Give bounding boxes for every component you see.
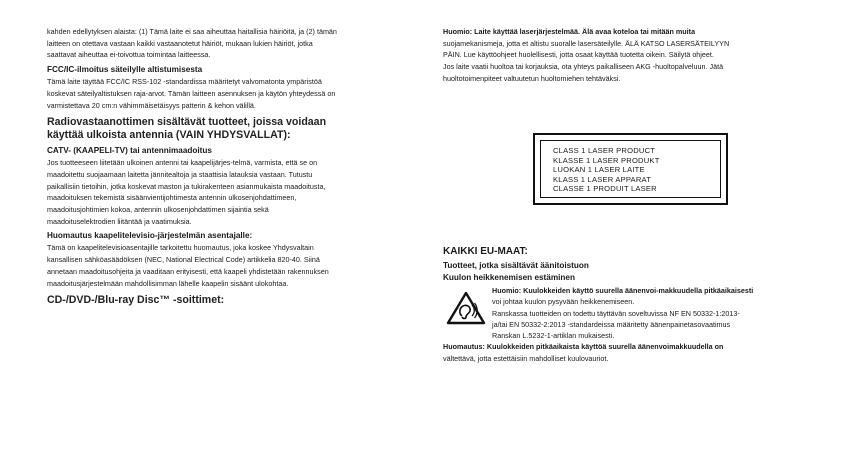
radio-heading-line-1: Radiovastaanottimen sisältävät tuotteet, joissa voidaan [47,116,327,129]
laser-label-line-3: LUOKAN 1 LASER LAITE [553,165,645,175]
audio-heading: Tuotteet, jotka sisältävät äänitoistuon [443,261,589,270]
warning-line-4: ja/tai EN 50332-2:2013 -standardeissa määritetty äänenpainetasovaatimus [492,319,731,329]
installer-heading: Huomautus kaapelitelevisio-järjestelmän asentajalle: [47,231,253,241]
notice-line-2: suojamekanismeja, jotta et altistu suoralle lasersäteilylle. ÄLÄ KATSO LASERSÄTEILYYN [443,38,730,48]
laser-label-line-1: CLASS 1 LASER PRODUCT [553,146,656,155]
installer-line-4: maadoitusjärjestelmään mahdollisimman lähelle kaapelin sisäänt ulokohtaa. [47,278,289,288]
laser-class-label [533,133,728,205]
laser-label-line-5: CLASSE 1 PRODUIT LASER [553,184,657,194]
notice-line-3: PÄIN. Lue käyttöohjeet huolellisesti, jotta osaat käyttää tuotetta oikein. Säilytä ohjeet. [443,50,714,60]
warning-line-2: voi johtaa kuulon pysyvään heikkenemiseen. [492,297,635,307]
left-column [47,26,425,307]
fcc-line-1: Tämä laite täyttää FCC/IC RSS-102 -standardissa määritetyt valvomatonta ympäristöä [47,77,322,87]
right-column [443,26,809,85]
notice-line-1: Huomio: Laite käyttää laserjärjestelmää. Älä avaa koteloa tai mitään muita [443,27,696,36]
catv-heading: CATV- (KAAPELI-TV) tai antennimaadoitus [47,146,212,156]
intro-line-2: laitteen on otettava vastaan kaikki vastaanotetut häiriöt, mukaan lukien häiriöt, jotka [47,38,313,48]
notice-line-4: Jos laite vaatii huoltoa tai korjauksia, ota yhteys paikalliseen AKG -huoltopalveluun. Jätä [443,62,724,72]
catv-line-1: Jos tuotteeseen liitetään ulkoinen antenni tai kaapelijärjes-telmä, varmista, että se on [47,158,318,168]
intro-line-1: kahden edellytyksen alaista: (1) Tämä laite ei saa aiheuttaa haitallisia häiriöitä, ja (2) tämän [47,27,337,36]
catv-line-5: maadoitusjohtimien kokoa, antennin ulkosenjohdattimen sijaintia sekä [47,205,269,215]
laser-label-line-4: KLASS 1 LASER APPARAT [553,174,652,184]
installer-line-2: kansallisen sähköasäädöksen (NEC, National Electrical Code) artikkelia 820-40. Siinä [47,255,320,265]
fcc-line-2: koskevat säteilyaltistuksen raja-arvot. Tämän laitteen asennuksen ja käytön yhteydessä on [47,88,336,98]
hearing-warning-icon [446,291,486,325]
catv-line-6: maadoituselektrodien liitäntää ja vaatimuksia. [47,216,192,226]
disc-heading: CD-/DVD-/Blu-ray Disc™ -soittimet: [47,294,225,307]
laser-label-line-2: KLASSE 1 LASER PRODUKT [553,155,660,165]
radio-heading-line-2: käyttää ulkoista antennia (VAIN YHDYSVALLAT): [47,129,291,142]
fcc-heading: FCC/IC-ilmoitus säteilylle altistumisesta [47,65,203,75]
intro-line-3: saattavat aiheuttaa ei-toivottua toimintaa laitteessa. [47,50,211,60]
fcc-line-3: varmistettava 20 cm:n vähimmäisetäisyys patterin & kehon välillä. [47,100,256,110]
catv-line-3: paikallisiin tietoihin, jotka koskevat maston ja tukirakenteen asianmukaista maadoitusta, [47,181,326,191]
notice-line-5: huoltotoimenpiteet valtuutetun huoltomiehen tehtäväksi. [443,73,621,83]
installer-line-3: annetaan maadoitusohjeita ja vaaditaan erityisesti, että kaapeli yhdistetään rakennuksen [47,266,329,276]
note-line-2: vältettävä, jotta estettäisiin mahdolliset kuulovauriot. [443,354,609,364]
warning-line-1: Huomio: Kuulokkeiden käyttö suurella äänenvoi-makkuudella pitkäaikaisesti [492,286,754,295]
catv-line-4: maadoituksen tekemistä sisäänvientijohtimesta antennin ulkosenjohdattimeen, [47,193,297,203]
hearing-heading: Kuulon heikkenemisen estäminen [443,273,575,282]
warning-line-5: Ranskan L.5232-1-artiklan mukaisesti. [492,331,615,341]
eu-heading: KAIKKI EU-MAAT: [443,246,528,257]
eu-section [443,245,823,365]
note-line-1: Huomautus: Kuulokkeiden pitkäaikaista käyttöä suurella äänenvoimakkuudella on [443,342,724,352]
installer-line-1: Tämä on kaapelitelevisioasentajille tarkoitettu huomautus, joka koskee Yhdysvaltain [47,243,314,253]
catv-line-2: maadoitettu suojaamaan laitetta jännitealtoja ja staattisia latauksia vastaan. Tutustu [47,169,313,179]
warning-line-3: Ranskassa tuotteiden on todettu täyttävän soveltuvissa NF EN 50332-1:2013- [492,308,740,318]
